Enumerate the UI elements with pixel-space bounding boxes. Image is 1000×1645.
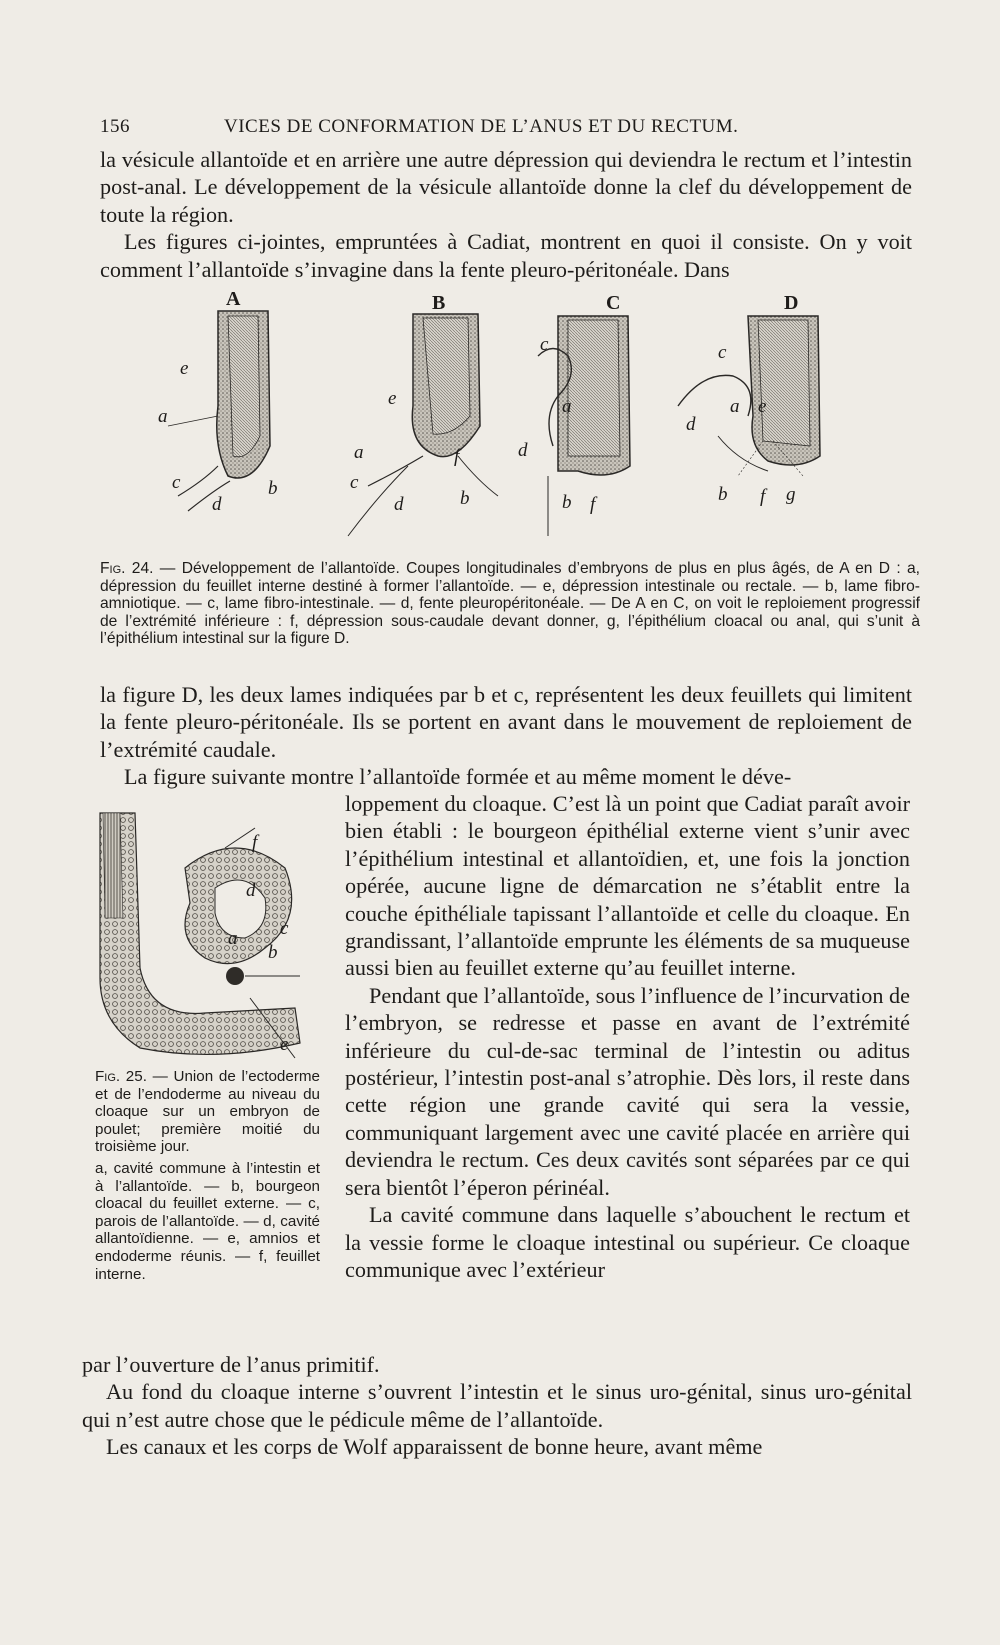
figure-25-caption-lead: Fig. 25.	[95, 1068, 147, 1085]
figure-24-letter: f	[590, 494, 596, 515]
figure-24-letter: d	[686, 414, 696, 435]
bottom-paragraph-1-end: par l’ouverture de l’anus primitif.	[82, 1352, 380, 1377]
figure-24-letter: c	[718, 342, 727, 363]
figure-24-letter: d	[518, 440, 528, 461]
figure-24-caption	[100, 560, 920, 648]
middle-paragraph-2-start: La figure suivante montre l’allantoïde formée et au même moment le déve-	[124, 764, 792, 790]
figure-24-letter: a	[730, 396, 740, 417]
figure-24-letter: d	[394, 494, 404, 515]
intro-paragraph-1: la vésicule allantoïde et en arrière une autre dépression qui deviendra le rectum et l’intestin post-anal. Le développement de la vésicule allantoïde donne la clef du développement de toute la région.	[100, 147, 912, 227]
column-paragraph-3: La cavité commune dans laquelle s’abouchent le rectum et la vessie forme le cloaque intestinal ou supérieur. Ce cloaque communique avec l’extérieur	[345, 1202, 910, 1282]
figure-24-letter: c	[172, 472, 181, 493]
figure-25-legend: a, cavité commune à l’intestin et à l’allantoïde. — b, bourgeon cloacal du feuillet externe. — c, parois de l’allantoïde. — d, cavité allantoïdienne. — e, amnios et endoderme réunis. — f, feuillet interne.	[95, 1159, 320, 1283]
column-paragraph-2: Pendant que l’allantoïde, sous l’influence de l’incurvation de l’embryon, se redresse et passe en avant de l’extrémité inférieure du cul-de-sac terminal de l’intestin ou aditus postérieur, l’intestin post-anal s’atrophie. Dès lors, il reste dans cette région une grande cavité qui sera la vessie, communiquant largement avec une cavité placée en arrière qui deviendra le rectum. Ces deux cavités sont séparées par ce qui sera bientôt l’éperon périnéal.	[345, 982, 910, 1200]
figure-24-letter: a	[158, 406, 168, 427]
middle-paragraph-1: la figure D, les deux lames indiquées par b et c, représentent les deux feuillets qui limitent la fente pleuro-péritonéale. Ils se portent en avant dans le mouvement de reploiement de l’extrémité caudale.	[100, 682, 912, 762]
figure-24-letter: b	[460, 488, 470, 509]
intro-paragraph-2: Les figures ci-jointes, empruntées à Cadiat, montrent en quoi il consiste. On y voit comment l’allantoïde s’invagine dans la fente pleuro-péritonéale. Dans	[100, 229, 912, 282]
panel-c-drawing	[538, 316, 630, 536]
figure-25-letter: f	[252, 832, 258, 853]
column-paragraph-1: loppement du cloaque. C’est là un point que Cadiat paraît avoir bien établi : le bourgeon épithélial externe vient s’unir avec l’épithélium intestinal et allantoïdien, et, une fois la jonction opérée, aucune ligne de démarcation ne s’établit entre la couche épithéliale tapissant l’allantoïde et celle du cloaque. En grandissant, l’allantoïde emprunte les éléments de sa muqueuse aussi bien au feuillet externe qu’au feuillet interne.	[345, 791, 910, 981]
figure-24-drawing	[158, 296, 878, 556]
right-column-text	[345, 790, 910, 1283]
panel-label-d: D	[784, 292, 799, 314]
figure-24-letter: e	[758, 396, 767, 417]
running-title: VICES DE CONFORMATION DE L’ANUS ET DU RECTUM.	[224, 116, 739, 137]
figure-25-letter: e	[280, 1034, 289, 1055]
figure-25	[95, 808, 335, 1066]
page-number: 156	[100, 116, 130, 137]
figure-24	[158, 288, 878, 556]
figure-24-letter: a	[562, 396, 572, 417]
figure-25-letter: a	[228, 928, 238, 949]
figure-25-caption-text: — Union de l’ectoderme et de l’endoderme au niveau du cloaque sur un embryon de poulet; première moitié du troisième jour.	[95, 1068, 320, 1156]
figure-24-letter: b	[268, 478, 278, 499]
figure-24-letter: e	[180, 358, 189, 379]
panel-label-a: A	[226, 288, 241, 310]
figure-24-letter: d	[212, 494, 222, 515]
panel-d-drawing	[678, 316, 820, 476]
figure-24-letter: f	[454, 446, 460, 467]
figure-24-letter: b	[562, 492, 572, 513]
figure-25-letter: b	[268, 942, 278, 963]
figure-25-letter: d	[246, 880, 256, 901]
panel-label-b: B	[432, 292, 446, 314]
figure-24-caption-lead: Fig. 24.	[100, 560, 154, 577]
figure-25-drawing	[95, 808, 335, 1066]
bottom-paragraph-2: Au fond du cloaque interne s’ouvrent l’intestin et le sinus uro-génital, sinus uro-génital qui n’est autre chose que le pédicule même de l’allantoïde.	[82, 1379, 912, 1432]
figure-25-letter: c	[280, 918, 289, 939]
figure-25-caption	[95, 1068, 320, 1283]
figure-24-letter: g	[786, 484, 796, 505]
panel-a-drawing	[168, 311, 270, 511]
figure-24-letter: c	[350, 472, 359, 493]
bottom-paragraph-3: Les canaux et les corps de Wolf apparaissent de bonne heure, avant même	[106, 1434, 763, 1460]
bottom-text	[82, 1351, 912, 1461]
figure-24-letter: b	[718, 484, 728, 505]
figure-24-letter: f	[760, 486, 766, 507]
panel-label-c: C	[606, 292, 621, 314]
figure-24-letter: c	[540, 334, 549, 355]
panel-b-drawing	[348, 314, 498, 536]
figure-24-letter: e	[388, 388, 397, 409]
figure-24-caption-text: — Développement de l’allantoïde. Coupes longitudinales d’embryons de plus en plus âgés, de A en D : a, dépression du feuillet interne destiné à former l’allantoïde. — e, dépression intestinale ou rectale. — b, lame fibro-amniotique. — c, lame fibro-intestinale. — d, fente pleuropéritonéale. — De A en C, on voit le reploiement progressif de l’extrémité inférieure : f, dépression sous-caudale devant donner, g, l’épithélium cloacal ou anal, qui s’unit à l’épithélium intestinal sur la figure D.	[100, 560, 920, 648]
intro-text	[100, 146, 912, 283]
figure-24-letter: a	[354, 442, 364, 463]
middle-text	[100, 681, 912, 791]
